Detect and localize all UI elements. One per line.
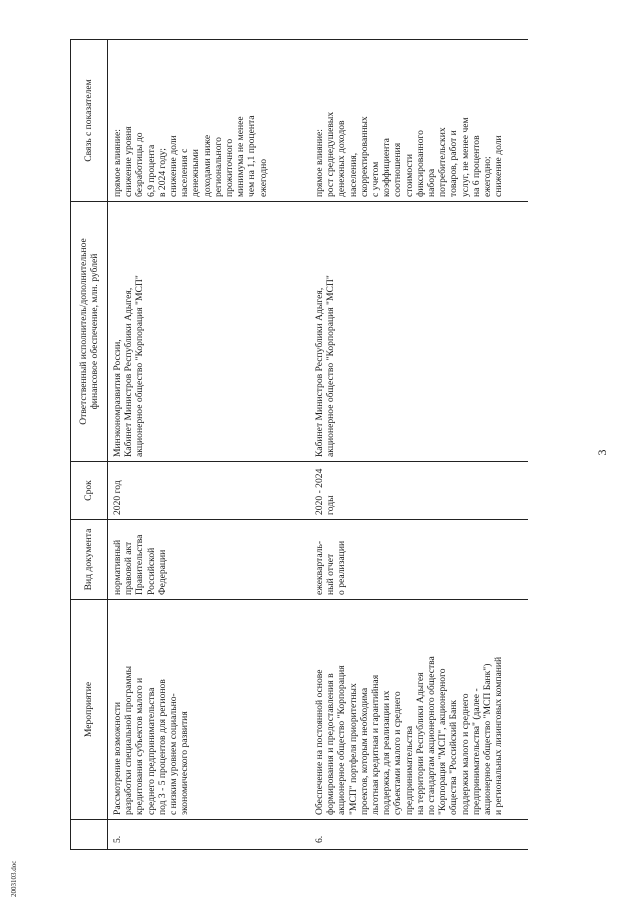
header-number — [71, 820, 108, 850]
measures-table — [70, 39, 528, 850]
header-measure: Мероприятие — [71, 600, 108, 820]
row-deadline: 2020 - 2024 годы — [306, 462, 528, 520]
row-responsible: Минэкономразвития России, Кабинет Министров Республики Адыгея, акционерное общество "Корпорация "МСП" — [108, 202, 307, 462]
row-indicator: прямое влияние: снижение уровня безработицы до 6,9 процента в 2024 году; снижение доли населения с денежными доходами ниже регионального прожиточного минимума не менее чем на 1,1 процента ежегодно — [108, 40, 307, 202]
row-doc-type: нормативный правовой акт Правительства Российской Федерации — [108, 520, 307, 600]
footer-file-code: 2003103.doc — [10, 860, 18, 897]
table-row — [108, 40, 307, 850]
table-header-row — [71, 40, 108, 850]
row-measure: Обеспечение на постоянной основе формирования и предоставления в акционерное общество "Корпорация "МСП" портфеля приоритетных проектов, которым необходима льготная кредитная и гарантийная поддержка, для реализации их субъектами малого и среднего предпринимательства на территории Республики Адыгея по стандартам акционерного общества "Корпорация "МСП", акционерного общества "Российский Банк поддержки малого и среднего предпринимательства" (далее - акционерное общество "МСП Банк") и региональных лизинговых компаний — [306, 600, 528, 820]
row-number: 5. — [108, 820, 307, 850]
header-responsible: Ответственный исполнитель/дополнительное финансовое обеспечение, млн. рублей — [71, 202, 108, 462]
row-deadline: 2020 год — [108, 462, 307, 520]
row-number: 6. — [306, 820, 528, 850]
row-measure: Рассмотрение возможности разработки специальной программы кредитования субъектов малого и среднего предпринимательства под 3 - 5 процентов для регионов с низким уровнем социально- экономического развития — [108, 600, 307, 820]
table-row — [306, 40, 528, 850]
row-responsible: Кабинет Министров Республики Адыгея, акционерное общество "Корпорация "МСП" — [306, 202, 528, 462]
row-indicator: прямое влияние: рост среднедушевых денежных доходов населения, скорректированных с учетом коэффициента соотношения стоимости фиксированного набора потребительских товаров, работ и услуг, не менее чем на 6 процентов ежегодно; снижение доли — [306, 40, 528, 202]
header-doc-type: Вид документа — [71, 520, 108, 600]
page-number: 3 — [595, 449, 609, 456]
header-deadline: Срок — [71, 462, 108, 520]
header-indicator: Связь с показателем — [71, 40, 108, 202]
row-doc-type: ежекварталь- ный отчет о реализации — [306, 520, 528, 600]
